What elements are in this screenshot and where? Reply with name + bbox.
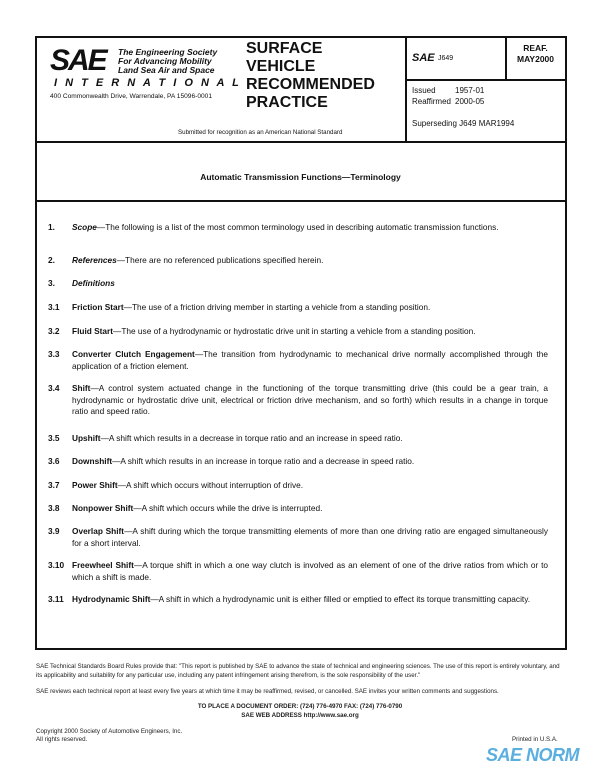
item-body: —A shift during which the torque transmitting elements of more than one driving ratio are engaged simultaneously for a short interval. [72,526,548,548]
item-text [72,349,548,372]
item-text [72,456,548,468]
item-body: —A torque shift in which a one way clutch is involved as an element of one of the drive ratios from which or to which a shift is made. [72,560,548,582]
reaffirmed-label: Reaffirmed [412,97,451,106]
item-term: References [72,255,117,265]
item-body: —The following is a list of the most common terminology used in describing automatic transmission functions. [96,222,499,232]
superseding: Superseding J649 MAR1994 [412,119,515,128]
item-number: 3.6 [48,456,60,466]
international-wordmark: I N T E R N A T I O N A L [54,77,242,89]
list-item [48,383,548,418]
item-body: —A shift in which a hydrodynamic unit is either filled or emptied to effect its torque transmitting capacity. [150,594,531,604]
item-body: —The use of a hydrodynamic or hydrostatic drive unit in starting a vehicle from a standing position. [113,326,476,336]
item-term: Downshift [72,456,113,466]
document-title: Automatic Transmission Functions—Terminology [200,172,401,182]
tagline-line: The Engineering Society [118,47,218,57]
list-item [48,480,548,492]
rights: All rights reserved. [36,736,88,743]
item-number: 3.5 [48,433,60,443]
item-number: 3.11 [48,594,64,604]
item-term: Scope [72,222,97,232]
item-term: Shift [72,383,91,393]
status-line: REAF. [523,43,548,53]
issued-label: Issued [412,86,436,95]
sae-logo: SAE [50,44,106,77]
doc-type-line: VEHICLE [246,58,316,75]
status-line: MAY2000 [516,54,555,64]
status [508,43,563,65]
item-text [72,326,548,338]
item-text [72,383,548,418]
doc-type-line: PRACTICE [246,94,328,111]
policy-text: SAE Technical Standards Board Rules provide that: "This report is published by SAE to advance the state of technical and engineering sciences. The use of this report is entirely voluntary, and its applicability and suitability for any particular use, including any patent infringement arising therefrom, is the sole responsibility of the user." [36,663,560,679]
list-item [48,526,548,549]
item-body: —The use of a friction driving member in starting a vehicle from a standing position. [123,302,431,312]
review-text: SAE reviews each technical report at least every five years at which time it may be reaffirmed, revised, or cancelled. SAE invites your written comments and suggestions. [36,688,499,695]
doc-type-line: SURFACE [246,40,323,57]
document-type [246,40,375,112]
item-text [72,594,548,606]
item-term: Hydrodynamic Shift [72,594,151,604]
item-number: 3.9 [48,526,60,536]
item-text [72,526,548,549]
item-body: —A shift which occurs while the drive is interrupted. [133,503,323,513]
item-text [72,302,548,314]
list-item [48,433,548,445]
issued-value: 1957-01 [455,86,485,95]
copyright: Copyright 2000 Society of Automotive Engineers, Inc. [36,728,183,735]
list-item [48,278,548,290]
list-item [48,326,548,338]
tagline-line: Land Sea Air and Space [118,65,215,75]
item-term: Fluid Start [72,326,114,336]
list-item [48,456,548,468]
item-number: 3.2 [48,326,60,336]
doc-sae-logo: SAE [412,52,435,64]
sae-norm-watermark: SAE NORM [486,745,580,765]
order-info: TO PLACE A DOCUMENT ORDER: (724) 776-4970 FAX: (724) 776-0790 [197,703,403,710]
item-number: 1. [48,222,55,232]
item-text [72,433,548,445]
item-body: —A shift which results in an increase in torque ratio and a decrease in speed ratio. [112,456,415,466]
tagline-line: For Advancing Mobility [118,56,212,66]
item-term: Power Shift [72,480,118,490]
item-term: Converter Clutch Engagement [72,349,195,359]
item-number: 3. [48,278,55,288]
item-number: 2. [48,255,55,265]
list-item [48,349,548,372]
item-term: Upshift [72,433,101,443]
item-number: 3.10 [48,560,65,570]
divider [405,37,407,141]
reaffirmed-value: 2000-05 [455,97,485,106]
item-term: Overlap Shift [72,526,125,536]
list-item [48,560,548,583]
web-address: SAE WEB ADDRESS http://www.sae.org [241,712,359,719]
divider [36,141,565,143]
list-item [48,503,548,515]
submitted-note: Submitted for recognition as an American National Standard [178,129,343,136]
item-text [72,503,548,515]
doc-type-line: RECOMMENDED [246,76,375,93]
item-number: 3.4 [48,383,60,393]
divider [36,200,565,202]
item-body: —The transition from hydrodynamic to mechanical drive normally accomplished through the application of a friction element. [72,349,548,371]
item-body: —A control system actuated change in the functioning of the torque transmitting drive (this could be a gear train, a hydrodynamic or hydrostatic drive unit, electrical or friction drive mechanism, and so forth) which results in a change in torque ratio and speed ratio. [72,383,548,416]
item-term: Friction Start [72,302,124,312]
item-number: 3.3 [48,349,60,359]
item-term: Nonpower Shift [72,503,134,513]
item-term: Freewheel Shift [72,560,134,570]
item-body: —A shift which occurs without interruption of drive. [117,480,304,490]
list-item [48,222,548,234]
item-number: 3.8 [48,503,60,513]
item-text [72,560,548,583]
address: 400 Commonwealth Drive, Warrendale, PA 15096-0001 [50,93,212,100]
item-text [72,255,548,267]
item-term: Definitions [72,278,115,288]
item-number: 3.7 [48,480,60,490]
society-tagline [118,48,217,75]
list-item [48,255,548,267]
item-number: 3.1 [48,302,60,312]
list-item [48,594,548,606]
item-text [72,480,548,492]
item-text [72,222,548,234]
divider [505,37,507,79]
divider [405,79,565,81]
item-text [72,278,548,290]
item-body: —There are no referenced publications specified herein. [116,255,324,265]
doc-number: J649 [438,55,454,62]
list-item [48,302,548,314]
printed: Printed in U.S.A. [512,736,558,743]
item-body: —A shift which results in a decrease in torque ratio and an increase in speed ratio. [100,433,403,443]
